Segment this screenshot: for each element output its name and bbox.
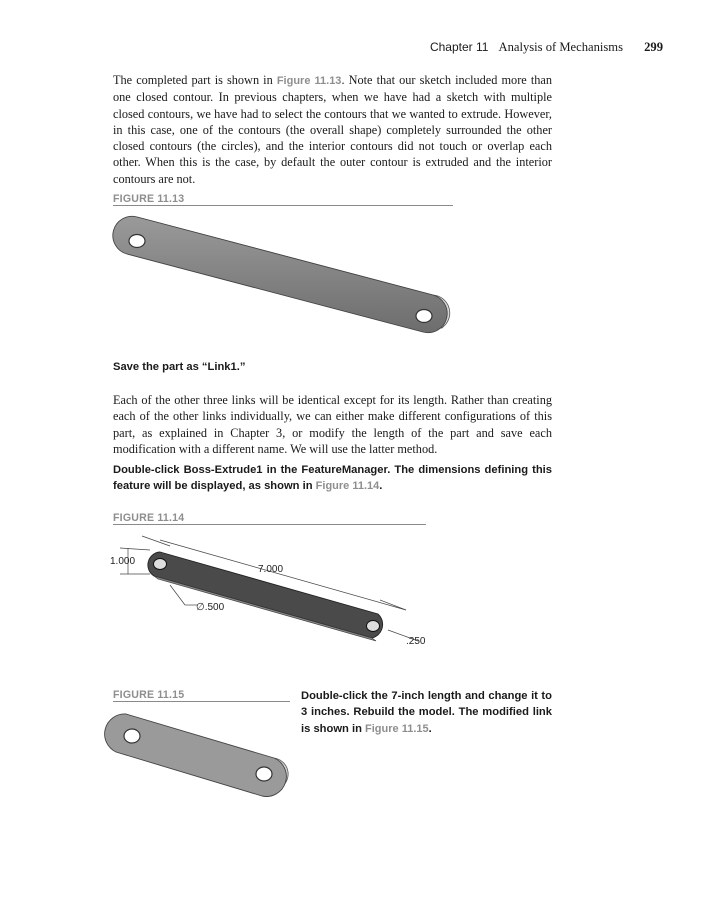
instruction-text: . — [379, 480, 383, 493]
para-text: . Note that our sketch included more than one closed contour. In previous chapters, when we have had a sketch with multiple closed contours, we have had to select the contours that we wanted to extrude. However, in this case, one of the contours (the overall shape) completely surrounded the other closed contours (the circles), and the interior contours did not touch or overlap each other. When this is the case, by default the outer contour is extruded and the interior contours are not. — [113, 73, 553, 186]
section-title: Analysis of Mechanisms — [498, 40, 623, 54]
dim-diameter: ∅.500 — [196, 602, 225, 613]
dim-thickness: .250 — [406, 636, 426, 647]
intro-paragraph — [113, 72, 552, 187]
running-header — [113, 40, 663, 60]
figure-reference: Figure 11.15 — [365, 722, 429, 735]
figure-caption: FIGURE 11.13 — [113, 193, 185, 205]
running-header-chapter — [430, 40, 623, 55]
para-text: The completed part is shown in — [113, 73, 277, 87]
instruction-change-length — [301, 688, 552, 737]
instruction-text: . — [428, 722, 432, 735]
instruction-double-click — [113, 462, 552, 495]
dim-length: 7.000 — [258, 564, 284, 575]
page-number: 299 — [644, 40, 663, 54]
dimensioned-link-image — [110, 530, 430, 660]
figure-caption: FIGURE 11.15 — [113, 689, 185, 701]
short-link-image — [112, 710, 292, 802]
caption-rule — [113, 205, 453, 206]
figure-caption: FIGURE 11.14 — [113, 512, 185, 524]
body-paragraph: Each of the other three links will be identical except for its length. Rather than creating each of the other links individually, we can either make different configurations of this part, as explained in Chapter 3, or modify the length of the part and save each modification with a different name. We will use the latter method. — [113, 393, 552, 456]
instruction-save: Save the part as “Link1.” — [113, 361, 246, 373]
instruction-text: Double-click the 7-inch length and change it to 3 inches. Rebuild the model. The modified link is shown in — [301, 690, 552, 735]
chapter-label: Chapter 11 — [429, 40, 489, 54]
figure-reference: Figure 11.14 — [315, 480, 380, 493]
figure-reference: Figure 11.13 — [276, 75, 342, 87]
link-part-image — [115, 212, 465, 347]
dim-width: 1.000 — [110, 556, 136, 567]
instruction-text: Double-click Boss-Extrude1 in the FeatureManager. The dimensions defining this feature will be displayed, as shown in — [113, 464, 552, 493]
caption-rule — [113, 524, 426, 525]
caption-rule — [113, 701, 290, 702]
